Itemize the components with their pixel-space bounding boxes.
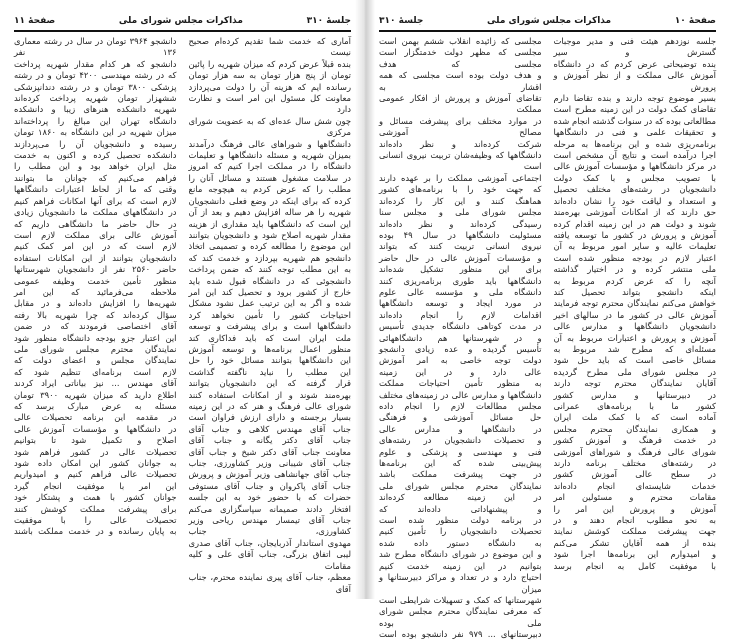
text-column-left [14, 36, 177, 595]
text-line: آموزش و پرورش این امر را [553, 503, 716, 514]
text-line: آموزش عالی مملکت و از نظر آموزش و پرورش [553, 70, 716, 92]
text-line: پیش‌بینی شده که این برنامه‌ها [379, 458, 542, 469]
text-line: پزشکی ۳۸۰۰ تومان و در رشته دندانپزشکی [14, 81, 177, 92]
text-line: اطلاع دارید که میزان شهریه ۳۹۰۰ تومان [14, 389, 177, 400]
text-line: مسئله به عرض مبارک برسد که [14, 401, 177, 411]
text-line: اجرا درآمده است و نتایج آن مشخص است [553, 150, 716, 161]
text-line: بنده از همه آقایان تشکر می‌کنم [553, 537, 716, 548]
text-line: رسیدگی کرده‌اند و نظر داده‌اند [379, 218, 542, 229]
text-line: اصلاح و تکمیل شود تا بتوانیم [14, 435, 177, 446]
text-line: آموزش عالی در کشور ما در سالهای اخیر [553, 309, 716, 320]
text-line: شهریه‌ها را افزایش داده‌اند و در مقابل [14, 298, 177, 309]
text-line: با تصویب مجلس و با کمک دولت [553, 172, 716, 183]
text-line: دانشجو ۳۹۶۴ تومان در سال در رشته معماری ۱۳۶ نفر [14, 36, 177, 58]
text-line: تأسیس گردیده و عده زیادی دانشجو [379, 343, 542, 354]
text-line: لازم است که برای آنها امکانات فراهم کنیم [14, 195, 177, 206]
text-line: دانشجو که هر کدام مقدار شهریه پرداخت [14, 58, 177, 69]
text-line: میزان شهریه در این دانشگاه به ۱۸۶۰ تومان [14, 127, 177, 138]
text-line: مقدار شهریه اصلاح شود و دانشجویان بتوانند [188, 229, 351, 240]
text-line: دانشگاه را در مملکت اجرا کنیم که امروز [188, 161, 351, 172]
text-line: و هدف دولت بوده است مجلسی که همه اقشار به [379, 70, 542, 92]
text-line: شهریه را هر ساله افزایش دهیم و بعد از آن [188, 207, 351, 218]
text-line: بهره‌مند شوند و از امکانات استفاده کنند [188, 389, 351, 400]
text-line: در موارد مختلف برای پیشرفت مسائل و مصالح آموزشی [379, 115, 542, 138]
text-line: فراهم می‌کنیم که جوانان ما بتوانند [14, 172, 177, 183]
text-line: دانشگاه تهران این مبالغ را پرداخته‌اند [14, 115, 177, 126]
text-line: و همکاری نمایندگان محترم مجلس [553, 423, 716, 434]
text-line: کرده که برای اینکه در وضع فعلی دانشجویان [188, 195, 351, 206]
text-line: در رشته‌های مختلف برنامه دارند [553, 458, 716, 469]
text-line: آقایان نمایندگان محترم توجه دارند [553, 378, 716, 389]
text-line: اعتبار لازم در بودجه منظور شده است [553, 252, 716, 263]
text-columns [379, 36, 716, 641]
text-line: اجتماعی آموزشی مملکت را بر عهده دارند [379, 172, 542, 183]
text-column-left [379, 36, 542, 641]
text-line: لازم است که در این امر کمک کنیم [14, 241, 177, 252]
text-line: دانشکده تحصیل کرده و اکنون به خدمت [14, 150, 177, 161]
text-line: دانشجویان بتوانند از این امکانات استفاده [14, 252, 177, 263]
text-line: به دانشگاه دستور داده شده [379, 537, 542, 548]
text-line: در مرکز دانشگاهها و مؤسسات آموزش عالی [553, 161, 716, 172]
text-line: جناب آقای شیبانی وزیر کشاورزی، جناب [188, 458, 351, 469]
text-line: بسیار برجسته و دارای ارزش فراوان است [188, 412, 351, 423]
text-line: به منظور تأمین احتیاجات مملکت [379, 378, 542, 389]
text-line: دانشجویان در رشته‌های مختلف تحصیل [553, 184, 716, 195]
text-line: آماده است که با کمک ملت ایران [553, 412, 716, 423]
text-line: ملی منتشر کرده و در اختیار گذاشته [553, 264, 716, 275]
text-line: مجلسی که زائیده انقلاب ششم بهمن است [379, 36, 542, 46]
text-line: مجلس مطالعات لازم را انجام داده [379, 401, 542, 411]
text-line: که در رشته مهندسی ۴۲۰۰ تومان و در رشته [14, 70, 177, 81]
text-line: و استعداد و لیاقت خود را نشان داده‌اند [553, 195, 716, 206]
text-line: این اعتبار جزو بودجه دانشگاه منظور شود [14, 332, 177, 343]
text-line: نمایندگان محترم مجلس شورای ملی [379, 480, 542, 491]
text-line: مسئله‌ای که مطرح شد مربوط به [553, 343, 716, 354]
text-line: دبیرستانهای ... ۹۷۹ نفر دانشجو بوده است [379, 629, 542, 640]
header-rule [14, 30, 351, 32]
text-line: جناب آقای پاکروان و جناب آقای مستوفی [188, 480, 351, 491]
text-line: جهت پیشرفت مملکت کوشش نمایند [553, 526, 716, 537]
text-line: مسئولیت دانشگاهها در سال ۴۹ بوده [379, 229, 542, 240]
text-line: دانشگاهها و شوراهای عالی فرهنگ درآمدند [188, 138, 351, 149]
session-number: جلسهٔ ۳۱۰ [379, 16, 424, 26]
text-line: جوانان کشور با همت و پشتکار خود [14, 492, 177, 503]
text-line: تحصیلات دانشجویان را تأمین کنیم [379, 526, 542, 537]
text-columns [14, 36, 351, 595]
text-line: خدمات شایسته‌ای انجام داده‌اند [553, 480, 716, 491]
document-page-11 [10, 0, 355, 599]
text-line: به نحو مطلوب انجام دهند و در [553, 515, 716, 526]
session-number: جلسهٔ ۳۱۰ [306, 16, 351, 26]
document-page-10 [375, 0, 720, 640]
text-line: این دانشگاهها بتوانند مسائل خود را حل [188, 355, 351, 366]
text-line: تحصیلات عالی را با موفقیت [14, 515, 177, 526]
text-line: دولت توجه خاصی به امر آموزش [379, 355, 542, 366]
text-line: چون شش سال عده‌ای که به عضویت شورای مرکزی [188, 115, 351, 138]
text-line: دانشجو هم شهریه بپردازد و خدمت کند که [188, 252, 351, 263]
text-line: تعلیمات عالیه و سایر امور مربوط به آن [553, 241, 716, 252]
page-header [14, 14, 351, 28]
text-line: در مجلس شورای ملی مطرح گردیده [553, 366, 716, 377]
text-line: مجلس شورای ملی و مجلس سنا [379, 207, 542, 218]
text-line: معاونت کل مسئول این امر است و نظارت دارد [188, 93, 351, 115]
text-line: شهریه دانشکده هنرهای زیبا و دانشکده [14, 104, 177, 115]
text-line: در سطح عالی آموزش کشور [553, 469, 716, 480]
text-line: فنی و مهندسی و پزشکی و علوم [379, 446, 542, 457]
text-line: منظور اعمال برنامه‌ها و توسعه آموزش [188, 343, 351, 354]
text-line: برای این منظور تشکیل شده‌اند [379, 264, 542, 275]
book-gutter [355, 0, 375, 599]
text-line: دانشگاهها باید طوری برنامه‌ریزی کنند [379, 275, 542, 286]
text-line: مهدوی استاندار آذربایجان، جناب آقای صدری [188, 537, 351, 548]
text-line: در سلامت مشغول هستند و مسائل آنان را [188, 172, 351, 183]
text-line: که جهت خود را با برنامه‌های کشور [379, 184, 542, 195]
text-line: رسانده ایم که هزینه آن را دولت می‌پردازد [188, 81, 351, 92]
text-line: و این موضوع در شورای دانشگاه مطرح شد [379, 549, 542, 560]
text-line: در دانشگاهها و مؤسسات آموزش عالی [14, 423, 177, 434]
text-line: و پیشنهاداتی داده‌اند که [379, 503, 542, 514]
text-column-right [189, 36, 352, 595]
text-line: آموزش عالی برای مملکت لازم است [14, 229, 177, 240]
text-line: آموزش و پرورش در کشور ما توسعه یافته [553, 229, 716, 240]
text-line: مقامات محترم و مسئولین امر [553, 492, 716, 503]
text-line: نمایندگان محترم مجلس شورای ملی [14, 343, 177, 354]
text-line: منظور تأمین خدمت وظیفه عمومی [14, 275, 177, 286]
text-line: مثل ایران خواهد بود و این مطلب را [14, 161, 177, 172]
text-line: شورای عالی فرهنگ و هنر که در این زمینه [188, 401, 351, 411]
text-line: تومان از پنج هزار تومان به سه هزار تومان [188, 70, 351, 81]
running-title: مذاکرات مجلس شورای ملی [487, 16, 612, 26]
header-rule [379, 30, 716, 32]
text-line: بسیر موضوع توجه دارند و بنده تقاضا دارم [553, 93, 716, 104]
text-line: در دانشگاههای مملکت ما دانشجویان زیادی [14, 207, 177, 218]
text-line: این است که دانشگاهها باید مقداری از هزینه [188, 218, 351, 229]
text-line: در دبیرستانها و مدارس کشور [553, 389, 716, 400]
text-line: این امر با موفقیت انجام گیرد [14, 480, 177, 491]
text-line: مجلسی که مظهر دولت خدمتگزار است مجلسی که هدف [379, 47, 542, 69]
text-line: بنده قبلاً عرض کردم که میزان شهریه را پائین [188, 58, 351, 69]
text-line: دانشگاهها که وظیفه‌شان تربیت نیروی انسانی است [379, 150, 542, 172]
text-line: در جهت پیشرفت مملکت باشد [379, 469, 542, 480]
text-line: مطلب را که عرض کردم به هیچوجه مانع [188, 184, 351, 195]
text-line: در این زمینه مطالعه کرده‌اند [379, 492, 542, 503]
text-line: جلسه نوزدهم هیئت فنی و مدیر موجبات گسترش و سیر [553, 36, 716, 58]
text-line: در حال حاضر ما دانشگاهی داریم که [14, 218, 177, 229]
text-line: برای پیشرفت مملکت کوشش کنند [14, 503, 177, 514]
text-line: دانشگاهها و مدارس عالی در زمینه‌های مختلف [379, 389, 542, 400]
text-line: به این مطلب توجه کنند که ضمن پرداخت [188, 264, 351, 275]
text-line: ملت ایران است که باید فداکاری کند [188, 332, 351, 343]
text-line: سؤال کرده‌اند که چرا شهریه بالا رفته [14, 309, 177, 320]
text-line: قرار گرفته که این دانشجویان بتوانند [188, 378, 351, 389]
page-number: صفحهٔ ۱۰ [674, 16, 716, 26]
text-line: با موفقیت کامل به انجام برسد [553, 560, 716, 571]
text-line: دانشگاه ملی و مؤسسه عالی علوم [379, 286, 542, 297]
running-title: مذاکرات مجلس شورای ملی [118, 16, 243, 26]
text-line: حق دارند که از امکانات آموزشی بهره‌مند [553, 207, 716, 218]
text-line: و در شهرستانها هم دانشگاههائی [379, 332, 542, 343]
text-line: آقای اختصاصی فرمودند که در ضمن [14, 321, 177, 332]
text-line: حل مسائل آموزشی و فرهنگی [379, 412, 542, 423]
text-line: آموزش و پرورش و اعتبارات مربوط به آن [553, 332, 716, 343]
text-line: و امیدوارم این برنامه‌ها اجرا شود [553, 549, 716, 560]
text-line: آنچه را که عرض کردم مربوط به [553, 275, 716, 286]
text-line: در خدمت فرهنگ و آموزش کشور [553, 435, 716, 446]
text-line: بمیزان شهریه و مسئله دانشگاهها و تعلیمات [188, 150, 351, 161]
text-line: لیبی اتفاق بزرگی، جناب آقای علی و کلیه مقامات [188, 549, 351, 571]
text-line: اینکه دانشجو بتواند تحصیل کند [553, 286, 716, 297]
text-line: ششهزار تومان شهریه پرداخت کرده‌اند [14, 93, 177, 104]
text-line: نیروی انسانی تربیت کنند که بتواند [379, 241, 542, 252]
text-line: بتوانیم در این زمینه خدمت کنیم [379, 560, 542, 571]
text-line: شرکت کرده‌اند و نظر داده‌اند [379, 138, 542, 149]
page-number: صفحهٔ ۱۱ [14, 16, 56, 26]
text-line: معظم، جناب آقای پیری نماینده محترم، جناب آقای [188, 572, 351, 594]
text-line: برنامه‌ریزی شده و این برنامه‌ها به مرحله [553, 138, 716, 149]
text-line: تحصیلات عالی در کشور فراهم شود [14, 446, 177, 457]
text-line: دانشجوئی که در دانشگاه قبول شده باید [188, 275, 351, 286]
text-line: در مقدمه این برنامه تحصیلات عالی [14, 412, 177, 423]
text-line: آقای مهندس ... نیز بیاناتی ایراد کردند [14, 378, 177, 389]
text-line: تقاضای آموزش و پرورش از افکار عمومی مملکت [379, 93, 542, 115]
text-line: و مؤسسات آموزش عالی در حال حاضر [379, 252, 542, 263]
text-line: این مطلب را نباید ناگفته گذاشت [188, 366, 351, 377]
text-line: دانشجویان دانشگاهها و مدارس عالی [553, 321, 716, 332]
text-line: احتیاجات کشور را تأمین نخواهد کرد [188, 309, 351, 320]
text-line: تقاضای کمک دولت در این زمینه مطرح است [553, 104, 716, 115]
text-line: اقدامات لازم را انجام داده‌اند [379, 309, 542, 320]
text-line: در دانشگاهها و مدارس عالی [379, 423, 542, 434]
text-line: هماهنگ کنند و این کار را کرده‌اند [379, 195, 542, 206]
text-line: در مدت کوتاهی دانشگاه جدیدی تأسیس [379, 321, 542, 332]
text-line: شورای عالی فرهنگ و شوراهای آموزشی [553, 446, 716, 457]
text-line: حضرات که با حضور خود به این جلسه [188, 492, 351, 503]
text-line: شهرستانها که کمک و تسهیلات شرایطی است [379, 594, 542, 605]
text-line: جناب آقای دکتر یگانه و جناب آقای [188, 435, 351, 446]
text-line: دانشگاهها است و برای پیشرفت و توسعه [188, 321, 351, 332]
text-line: تحصیلات عالی فراهم کنیم و امیدواریم [14, 469, 177, 480]
text-line: معاونت جناب آقای دکتر شیخ و جناب آقای [188, 446, 351, 457]
text-line: رسیده و دانشجویان آن را می‌پردازند [14, 138, 177, 149]
text-line: آماری که خدمت شما تقدیم کرده‌ام صحیح نیست [188, 36, 351, 58]
text-line: جناب آقای تیمسار مهندس ریاحی وزیر کشاورزی، جناب [188, 515, 351, 537]
text-line: به پایان رسانده و در خدمت مملکت باشند [14, 526, 177, 537]
text-line: جناب آقای جهانشاهی وزیر آموزش و پرورش [188, 469, 351, 480]
text-line: شده و اگر به این ترتیب عمل نشود مشکل [188, 298, 351, 309]
text-line: شوند و دولت هم در این زمینه اقدام کرده [553, 218, 716, 229]
text-line: مطالعاتی بوده که در سنوات گذشته انجام شده [553, 115, 716, 126]
text-line: احتیاج دارد و در تعداد و مراکز دبیرستانها و میزان [379, 572, 542, 594]
text-line: نمایندگان مجلس و اعضای دولت که [14, 355, 177, 366]
text-line: لازم است برنامه‌ای تنظیم شود که [14, 366, 177, 377]
text-line: عالی دارد و در این زمینه [379, 366, 542, 377]
text-line: این موضوع را مطالعه کرده و تصمیمی اتخاذ [188, 241, 351, 252]
text-column-right [554, 36, 717, 641]
text-line: در برنامه دولت منظور شده است [379, 515, 542, 526]
text-line: وقتی که ما از لحاظ اعتبارات دانشگاهها [14, 184, 177, 195]
text-line: و تحصیلات دانشجویان در رشته‌های [379, 435, 542, 446]
text-line: کشور ما با برنامه‌های عمرانی [553, 401, 716, 411]
text-line: و تحقیقات علمی و فنی در دانشگاهها [553, 127, 716, 138]
text-line: مسائل خاصی است که باید حل شود [553, 355, 716, 366]
text-line: که معرفی نمایندگان محترم مجلس شورای ملی بوده [379, 606, 542, 628]
text-line: بنده توضیحاتی عرض کردم که در دانشگاه [553, 58, 716, 69]
text-line: جناب آقای مهندس کلاهی و جناب آقای [188, 423, 351, 434]
text-line: به جوانان کشور این امکان داده شود [14, 458, 177, 469]
text-line: افتخار دادند صمیمانه سپاسگزاری می‌کنم [188, 503, 351, 514]
text-line: خارج از کشور برود و تحصیل کند این امر [188, 286, 351, 297]
text-line: در مورد ایجاد و توسعه دانشگاهها [379, 298, 542, 309]
text-line: حاضر ۲۵۶۰ نفر از دانشجویان شهرستانها [14, 264, 177, 275]
text-line: خواهش می‌کنم نمایندگان محترم توجه فرمایند [553, 298, 716, 309]
page-header [379, 14, 716, 28]
text-line: ملاحظه می‌فرمائید که این امر [14, 286, 177, 297]
